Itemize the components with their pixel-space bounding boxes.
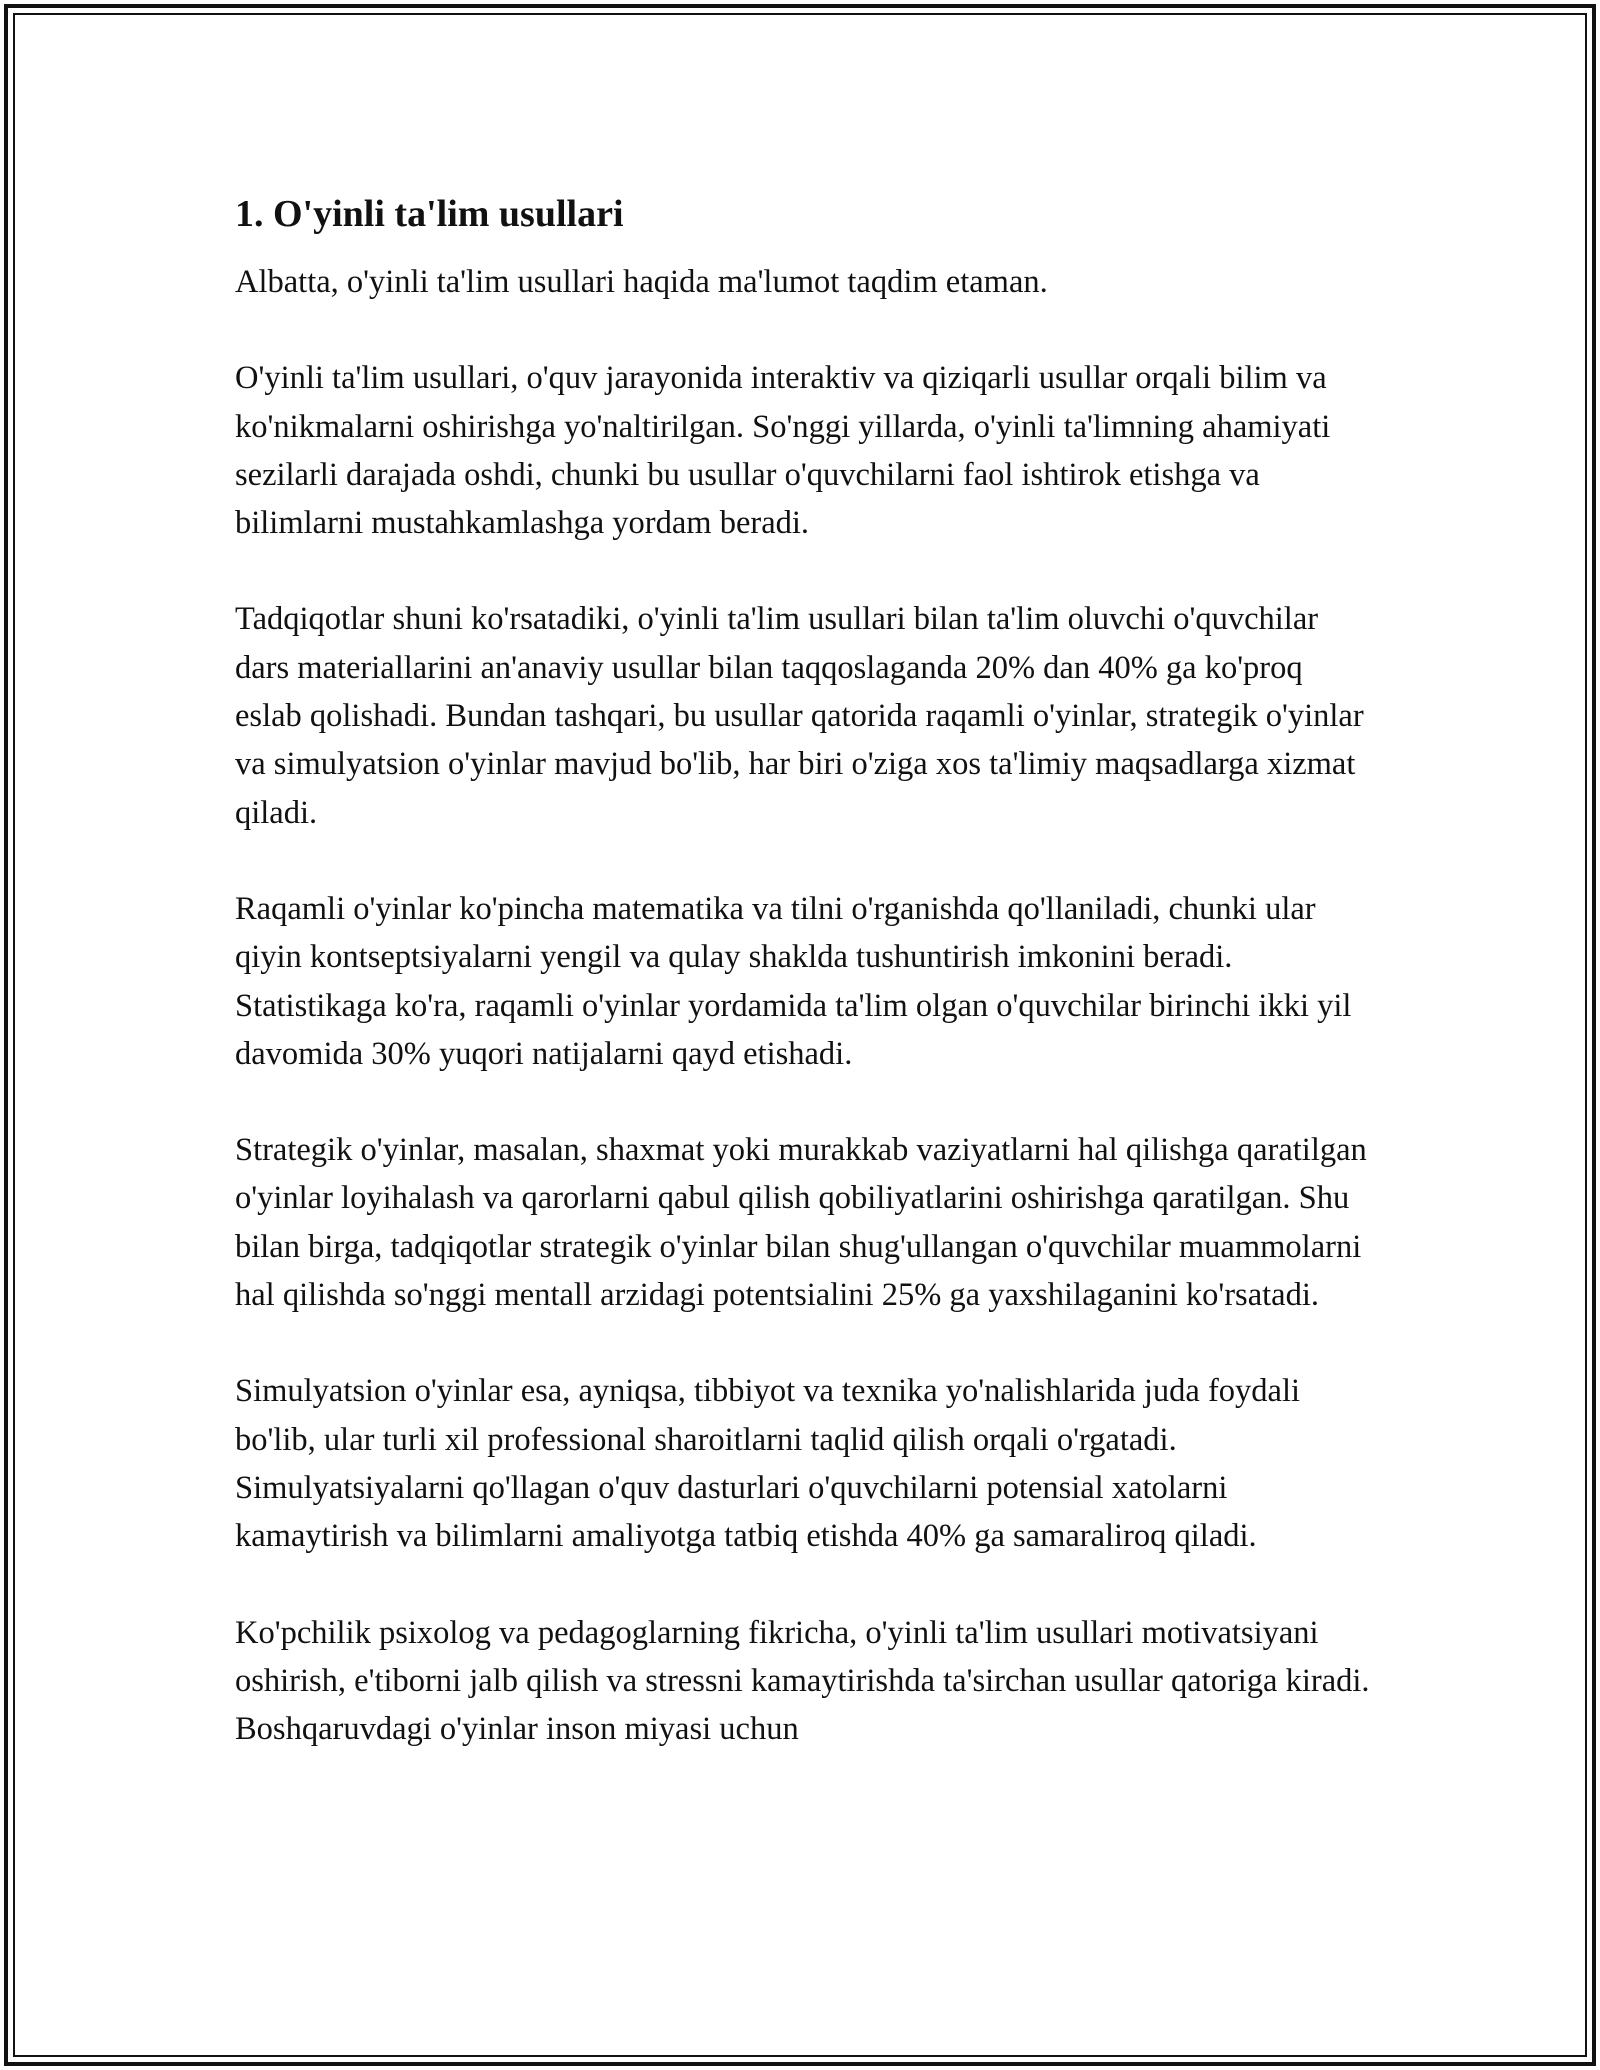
- paragraph-digital-games: Raqamli o'yinlar ko'pincha matematika va tilni o'rganishda qo'llaniladi, chunki ular qiyin kontseptsiyalarni yengil va qulay shaklda tushuntirish imkonini beradi. Statistikaga ko'ra, raqamli o'yinlar yordamida ta'lim olgan o'quvchilar birinchi ikki yil davomida 30% yuqori natijalarni qayd etishadi.: [235, 890, 1352, 1072]
- paragraph-strategic-games: Strategik o'yinlar, masalan, shaxmat yoki murakkab vaziyatlarni hal qilishga qaratilgan o'yinlar loyihalash va qarorlarni qabul qilish qobiliyatlarini oshirishga qaratilgan. Shu bilan birga, tadqiqotlar strategik o'yinlar bilan shug'ullangan o'quvchilar muammolarni hal qilishda so'nggi mentall arzidagi potentsialini 25% ga yaxshilaganini ko'rsatadi.: [235, 1132, 1367, 1314]
- document-body: [235, 188, 1375, 1801]
- paragraph-definition: O'yinli ta'lim usullari, o'quv jarayonida interaktiv va qiziqarli usullar orqali bilim va ko'nikmalarni oshirishga yo'naltirilgan. So'nggi yillarda, o'yinli ta'limning ahamiyati sezilarli darajada oshdi, chunki bu usullar o'quvchilarni faol ishtirok etishga va bilimlarni mustahkamlashga yordam beradi.: [235, 360, 1331, 542]
- section-heading: 1. O'yinli ta'lim usullari: [235, 193, 624, 235]
- paragraph-intro: Albatta, o'yinli ta'lim usullari haqida ma'lumot taqdim etaman.: [235, 264, 1048, 300]
- paragraph-simulation-games: Simulyatsion o'yinlar esa, ayniqsa, tibbiyot va texnika yo'nalishlarida juda foydali bo'lib, ular turli xil professional sharoitlarni taqlid qilish orqali o'rgatadi. Simulyatsiyalarni qo'llagan o'quv dasturlari o'quvchilarni potensial xatolarni kamaytirish va bilimlarni amaliyotga tatbiq etishda 40% ga samaraliroq qiladi.: [235, 1373, 1301, 1555]
- paragraph-psychologists: Ko'pchilik psixolog va pedagoglarning fikricha, o'yinli ta'lim usullari motivatsiyani oshirish, e'tiborni jalb qilish va stressni kamaytirishda ta'sirchan usullar qatoriga kiradi. Boshqaruvdagi o'yinlar inson miyasi uchun: [235, 1614, 1370, 1748]
- paragraph-research: Tadqiqotlar shuni ko'rsatadiki, o'yinli ta'lim usullari bilan ta'lim oluvchi o'quvchilar dars materiallarini an'anaviy usullar bilan taqqoslaganda 20% dan 40% ga ko'proq eslab qolishadi. Bundan tashqari, bu usullar qatorida raqamli o'yinlar, strategik o'yinlar va simulyatsion o'yinlar mavjud bo'lib, har biri o'ziga xos ta'limiy maqsadlarga xizmat qiladi.: [235, 601, 1364, 831]
